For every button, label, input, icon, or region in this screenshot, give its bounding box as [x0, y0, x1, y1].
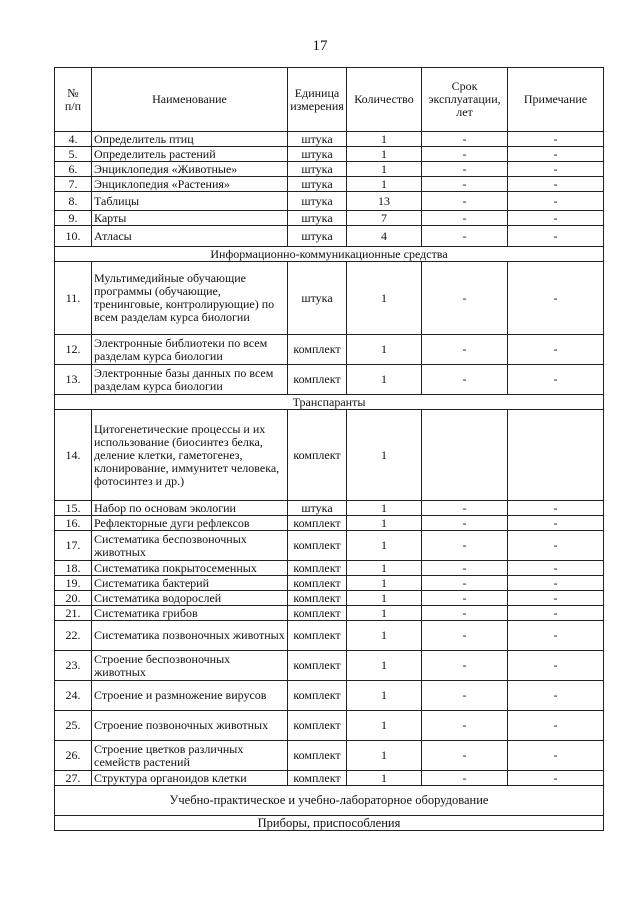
unit-cell: комплект — [288, 606, 347, 621]
table-row — [55, 606, 604, 621]
quantity-cell: 13 — [347, 192, 422, 211]
row-number: 8. — [55, 192, 92, 211]
quantity-cell: 1 — [347, 561, 422, 576]
item-name: Карты — [92, 211, 288, 226]
unit-cell: комплект — [288, 651, 347, 681]
table-row — [55, 132, 604, 147]
term-cell: - — [422, 531, 508, 561]
row-number: 19. — [55, 576, 92, 591]
item-name: Таблицы — [92, 192, 288, 211]
page-number: 17 — [312, 38, 328, 54]
quantity-cell: 1 — [347, 711, 422, 741]
section-row — [55, 786, 604, 816]
unit-cell: комплект — [288, 741, 347, 771]
term-cell: - — [422, 561, 508, 576]
item-name: Электронные базы данных по всем разделам курса биологии — [92, 365, 288, 395]
item-name: Систематика позвоночных животных — [92, 621, 288, 651]
note-cell: - — [508, 741, 604, 771]
row-number: 12. — [55, 335, 92, 365]
section-title: Информационно-коммуникационные средства — [55, 247, 604, 262]
section-title: Приборы, приспособления — [55, 816, 604, 831]
row-number: 10. — [55, 226, 92, 247]
table-row — [55, 410, 604, 501]
note-cell: - — [508, 771, 604, 786]
row-number: 13. — [55, 365, 92, 395]
table-row — [55, 147, 604, 162]
term-cell: - — [422, 711, 508, 741]
item-name: Систематика беспозвоночных животных — [92, 531, 288, 561]
term-cell: - — [422, 771, 508, 786]
table-row — [55, 262, 604, 335]
item-name: Структура органоидов клетки — [92, 771, 288, 786]
unit-cell: комплект — [288, 410, 347, 501]
table-row — [55, 365, 604, 395]
table-row — [55, 226, 604, 247]
term-cell: - — [422, 621, 508, 651]
note-cell: - — [508, 226, 604, 247]
item-name: Строение и размножение вирусов — [92, 681, 288, 711]
row-number: 6. — [55, 162, 92, 177]
header-name: Наименование — [92, 68, 288, 132]
quantity-cell: 1 — [347, 177, 422, 192]
note-cell: - — [508, 561, 604, 576]
item-name: Цитогенетические процессы и их использование (биосинтез белка, деление клетки, гаметогенез, клонирование, иммунитет человека, фотосинтез и др.) — [92, 410, 288, 501]
term-cell: - — [422, 741, 508, 771]
quantity-cell: 1 — [347, 162, 422, 177]
unit-cell: комплект — [288, 365, 347, 395]
unit-cell: штука — [288, 226, 347, 247]
table-header-row — [55, 68, 604, 132]
quantity-cell: 1 — [347, 651, 422, 681]
item-name: Энциклопедия «Животные» — [92, 162, 288, 177]
unit-cell: штука — [288, 211, 347, 226]
unit-cell: штука — [288, 162, 347, 177]
note-cell: - — [508, 262, 604, 335]
note-cell: - — [508, 621, 604, 651]
row-number: 17. — [55, 531, 92, 561]
item-name: Определитель птиц — [92, 132, 288, 147]
term-cell: - — [422, 211, 508, 226]
unit-cell: комплект — [288, 335, 347, 365]
table-row — [55, 162, 604, 177]
quantity-cell: 7 — [347, 211, 422, 226]
row-number: 11. — [55, 262, 92, 335]
term-cell — [422, 410, 508, 501]
header-term: Срок эксплуатации, лет — [422, 68, 508, 132]
unit-cell: комплект — [288, 561, 347, 576]
table-row — [55, 561, 604, 576]
unit-cell: комплект — [288, 516, 347, 531]
table-row — [55, 335, 604, 365]
term-cell: - — [422, 262, 508, 335]
row-number: 7. — [55, 177, 92, 192]
note-cell: - — [508, 132, 604, 147]
note-cell: - — [508, 516, 604, 531]
term-cell: - — [422, 606, 508, 621]
table-body — [55, 132, 604, 831]
note-cell: - — [508, 681, 604, 711]
row-number: 18. — [55, 561, 92, 576]
unit-cell: штука — [288, 192, 347, 211]
row-number: 24. — [55, 681, 92, 711]
note-cell: - — [508, 365, 604, 395]
quantity-cell: 1 — [347, 771, 422, 786]
note-cell — [508, 410, 604, 501]
term-cell: - — [422, 335, 508, 365]
quantity-cell: 1 — [347, 335, 422, 365]
note-cell: - — [508, 211, 604, 226]
table-row — [55, 681, 604, 711]
term-cell: - — [422, 192, 508, 211]
section-title: Транспаранты — [55, 395, 604, 410]
row-number: 27. — [55, 771, 92, 786]
table-row — [55, 741, 604, 771]
quantity-cell: 1 — [347, 132, 422, 147]
item-name: Атласы — [92, 226, 288, 247]
header-qty: Количество — [347, 68, 422, 132]
section-row — [55, 395, 604, 410]
item-name: Систематика водорослей — [92, 591, 288, 606]
note-cell: - — [508, 177, 604, 192]
item-name: Систематика грибов — [92, 606, 288, 621]
section-title: Учебно-практическое и учебно-лабораторное оборудование — [55, 786, 604, 816]
table-row — [55, 516, 604, 531]
table-row — [55, 531, 604, 561]
item-name: Мультимедийные обучающие программы (обучающие, тренинговые, контролирующие) по всем разделам курса биологии — [92, 262, 288, 335]
quantity-cell: 1 — [347, 410, 422, 501]
unit-cell: комплект — [288, 576, 347, 591]
row-number: 20. — [55, 591, 92, 606]
term-cell: - — [422, 132, 508, 147]
table-row — [55, 576, 604, 591]
row-number: 4. — [55, 132, 92, 147]
item-name: Строение беспозвоночных животных — [92, 651, 288, 681]
table-row — [55, 192, 604, 211]
item-name: Определитель растений — [92, 147, 288, 162]
unit-cell: штука — [288, 147, 347, 162]
table-row — [55, 621, 604, 651]
row-number: 25. — [55, 711, 92, 741]
quantity-cell: 1 — [347, 147, 422, 162]
quantity-cell: 1 — [347, 516, 422, 531]
note-cell: - — [508, 147, 604, 162]
item-name: Строение цветков различных семейств растений — [92, 741, 288, 771]
row-number: 14. — [55, 410, 92, 501]
quantity-cell: 1 — [347, 741, 422, 771]
row-number: 26. — [55, 741, 92, 771]
row-number: 16. — [55, 516, 92, 531]
table-row — [55, 177, 604, 192]
item-name: Строение позвоночных животных — [92, 711, 288, 741]
table-row — [55, 501, 604, 516]
note-cell: - — [508, 591, 604, 606]
unit-cell: комплект — [288, 771, 347, 786]
row-number: 22. — [55, 621, 92, 651]
quantity-cell: 1 — [347, 681, 422, 711]
unit-cell: комплект — [288, 681, 347, 711]
term-cell: - — [422, 162, 508, 177]
unit-cell: штука — [288, 262, 347, 335]
quantity-cell: 4 — [347, 226, 422, 247]
term-cell: - — [422, 177, 508, 192]
equipment-table — [54, 67, 604, 831]
row-number: 23. — [55, 651, 92, 681]
table-row — [55, 591, 604, 606]
term-cell: - — [422, 147, 508, 162]
row-number: 9. — [55, 211, 92, 226]
note-cell: - — [508, 576, 604, 591]
note-cell: - — [508, 651, 604, 681]
note-cell: - — [508, 531, 604, 561]
term-cell: - — [422, 681, 508, 711]
quantity-cell: 1 — [347, 606, 422, 621]
item-name: Набор по основам экологии — [92, 501, 288, 516]
section-row — [55, 816, 604, 831]
note-cell: - — [508, 192, 604, 211]
term-cell: - — [422, 651, 508, 681]
term-cell: - — [422, 576, 508, 591]
term-cell: - — [422, 501, 508, 516]
table-row — [55, 211, 604, 226]
note-cell: - — [508, 162, 604, 177]
term-cell: - — [422, 591, 508, 606]
unit-cell: штука — [288, 177, 347, 192]
row-number: 15. — [55, 501, 92, 516]
item-name: Рефлекторные дуги рефлексов — [92, 516, 288, 531]
unit-cell: комплект — [288, 621, 347, 651]
item-name: Систематика бактерий — [92, 576, 288, 591]
quantity-cell: 1 — [347, 365, 422, 395]
quantity-cell: 1 — [347, 262, 422, 335]
unit-cell: штука — [288, 132, 347, 147]
table-row — [55, 771, 604, 786]
unit-cell: штука — [288, 501, 347, 516]
quantity-cell: 1 — [347, 621, 422, 651]
table-row — [55, 711, 604, 741]
row-number: 5. — [55, 147, 92, 162]
item-name: Систематика покрытосеменных — [92, 561, 288, 576]
note-cell: - — [508, 711, 604, 741]
term-cell: - — [422, 226, 508, 247]
header-unit: Единица измерения — [288, 68, 347, 132]
note-cell: - — [508, 501, 604, 516]
table-row — [55, 651, 604, 681]
quantity-cell: 1 — [347, 576, 422, 591]
term-cell: - — [422, 516, 508, 531]
item-name: Электронные библиотеки по всем разделам курса биологии — [92, 335, 288, 365]
note-cell: - — [508, 335, 604, 365]
quantity-cell: 1 — [347, 501, 422, 516]
note-cell: - — [508, 606, 604, 621]
row-number: 21. — [55, 606, 92, 621]
header-note: Примечание — [508, 68, 604, 132]
term-cell: - — [422, 365, 508, 395]
item-name: Энциклопедия «Растения» — [92, 177, 288, 192]
quantity-cell: 1 — [347, 591, 422, 606]
quantity-cell: 1 — [347, 531, 422, 561]
unit-cell: комплект — [288, 711, 347, 741]
unit-cell: комплект — [288, 531, 347, 561]
unit-cell: комплект — [288, 591, 347, 606]
section-row — [55, 247, 604, 262]
header-num: № п/п — [55, 68, 92, 132]
